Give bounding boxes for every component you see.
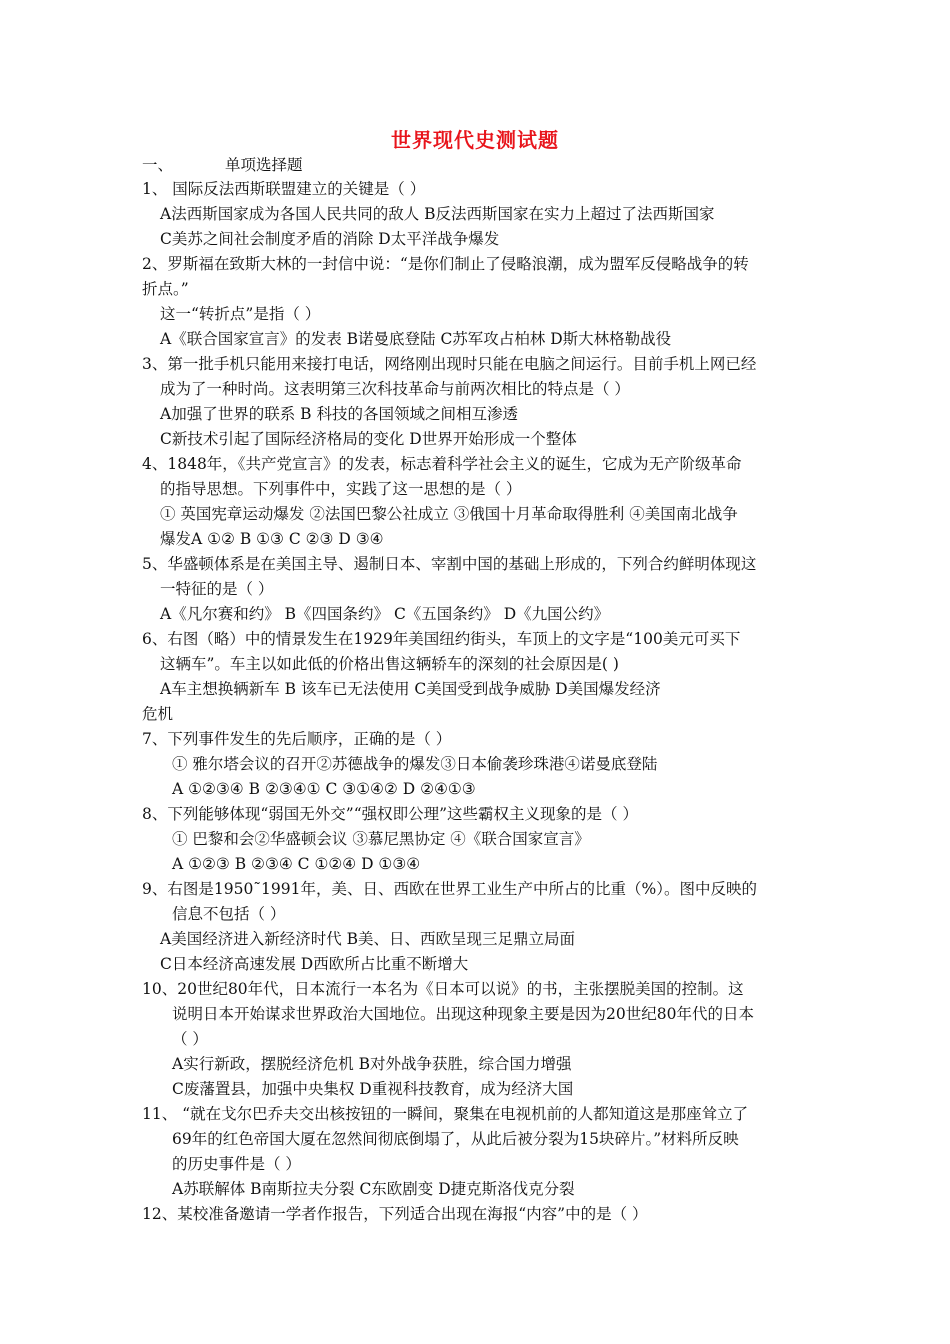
question-4: 4、1848年，《共产党宣言》的发表，标志着科学社会主义的诞生，它成为无产阶级革命 <box>142 455 742 473</box>
q1-options-cd: C美苏之间社会制度矛盾的消除 D太平洋战争爆发 <box>160 230 500 248</box>
question-9-cont: 信息不包括（ ） <box>172 905 286 923</box>
document-title: 世界现代史测试题 <box>391 128 559 152</box>
question-5: 5、华盛顿体系是在美国主导、遏制日本、宰割中国的基础上形成的，下列合约鲜明体现这 <box>142 555 757 573</box>
question-10-blank: （ ） <box>172 1030 208 1048</box>
q1-options-ab: A法西斯国家成为各国人民共同的敌人 B反法西斯国家在实力上超过了法西斯国家 <box>160 205 715 223</box>
q8-items: ① 巴黎和会②华盛顿会议 ③慕尼黑协定 ④《联合国家宣言》 <box>172 830 590 848</box>
q10-options-cd: C废藩置县，加强中央集权 D重视科技教育，成为经济大国 <box>172 1080 574 1098</box>
question-7: 7、下列事件发生的先后顺序，正确的是（ ） <box>142 730 452 748</box>
q11-options: A苏联解体 B南斯拉夫分裂 C东欧剧变 D捷克斯洛伐克分裂 <box>172 1180 575 1198</box>
question-11-cont2: 的历史事件是（ ） <box>172 1155 301 1173</box>
q7-options: A ①②③④ B ②③④① C ③①④② D ②④①③ <box>172 780 476 798</box>
question-8: 8、下列能够体现“弱国无外交”“强权即公理”这些霸权主义现象的是（ ） <box>142 805 638 823</box>
question-3-cont: 成为了一种时尚。这表明第三次科技革命与前两次相比的特点是（ ） <box>160 380 630 398</box>
q3-options-cd: C新技术引起了国际经济格局的变化 D世界开始形成一个整体 <box>160 430 577 448</box>
question-2: 2、罗斯福在致斯大林的一封信中说：“是你们制止了侵略浪潮，成为盟军反侵略战争的转 <box>142 255 749 273</box>
question-1: 1、 国际反法西斯联盟建立的关键是（ ） <box>142 180 426 198</box>
section-label: 单项选择题 <box>225 156 303 174</box>
q6-options: A车主想换辆新车 B 该车已无法使用 C美国受到战争威胁 D美国爆发经济 <box>160 680 661 698</box>
question-11: 11、 “就在戈尔巴乔夫交出核按钮的一瞬间，聚集在电视机前的人都知道这是那座耸立了 <box>142 1105 749 1123</box>
q6-options-wrap: 危机 <box>142 705 174 723</box>
q8-options: A ①②③ B ②③④ C ①②④ D ①③④ <box>172 855 421 873</box>
section-heading <box>142 155 303 175</box>
q4-options: 爆发A ①② B ①③ C ②③ D ③④ <box>160 530 384 548</box>
section-number: 一、 <box>142 156 174 174</box>
question-11-cont: 69年的红色帝国大厦在忽然间彻底倒塌了，从此后被分裂为15块碎片。”材料所反映 <box>172 1130 739 1148</box>
q4-items: ① 英国宪章运动爆发 ②法国巴黎公社成立 ③俄国十月革命取得胜利 ④美国南北战争 <box>160 505 738 523</box>
question-6: 6、右图（略）中的情景发生在1929年美国纽约街头，车顶上的文字是“100美元可买下 <box>142 630 741 648</box>
q9-options-ab: A美国经济进入新经济时代 B美、日、西欧呈现三足鼎立局面 <box>160 930 576 948</box>
question-4-cont: 的指导思想。下列事件中，实践了这一思想的是（ ） <box>160 480 522 498</box>
question-10: 10、20世纪80年代，日本流行一本名为《日本可以说》的书，主张摆脱美国的控制。这 <box>142 980 744 998</box>
question-2-prompt: 这一“转折点”是指（ ） <box>160 305 321 323</box>
q2-options: A《联合国家宣言》的发表 B诺曼底登陆 C苏军攻占柏林 D斯大林格勒战役 <box>160 330 672 348</box>
question-3: 3、第一批手机只能用来接打电话，网络刚出现时只能在电脑之间运行。目前手机上网已经 <box>142 355 757 373</box>
q3-options-ab: A加强了世界的联系 B 科技的各国领域之间相互渗透 <box>160 405 518 423</box>
question-9: 9、右图是1950˜1991年，美、日、西欧在世界工业生产中所占的比重（%）。图中反映的 <box>142 880 757 898</box>
q10-options-ab: A实行新政，摆脱经济危机 B对外战争获胜，综合国力增强 <box>172 1055 572 1073</box>
q7-items: ① 雅尔塔会议的召开②苏德战争的爆发③日本偷袭珍珠港④诺曼底登陆 <box>172 755 658 773</box>
question-10-cont: 说明日本开始谋求世界政治大国地位。出现这种现象主要是因为20世纪80年代的日本 <box>172 1005 754 1023</box>
q5-options: A《凡尔赛和约》 B《四国条约》 C《五国条约》 D《九国公约》 <box>160 605 610 623</box>
question-5-cont: 一特征的是（ ） <box>160 580 274 598</box>
question-12: 12、某校准备邀请一学者作报告，下列适合出现在海报“内容”中的是（ ） <box>142 1205 648 1223</box>
question-6-cont: 这辆车”。车主以如此低的价格出售这辆轿车的深刻的社会原因是( ) <box>160 655 619 673</box>
question-2-cont: 折点。” <box>142 280 189 298</box>
q9-options-cd: C日本经济高速发展 D西欧所占比重不断增大 <box>160 955 469 973</box>
